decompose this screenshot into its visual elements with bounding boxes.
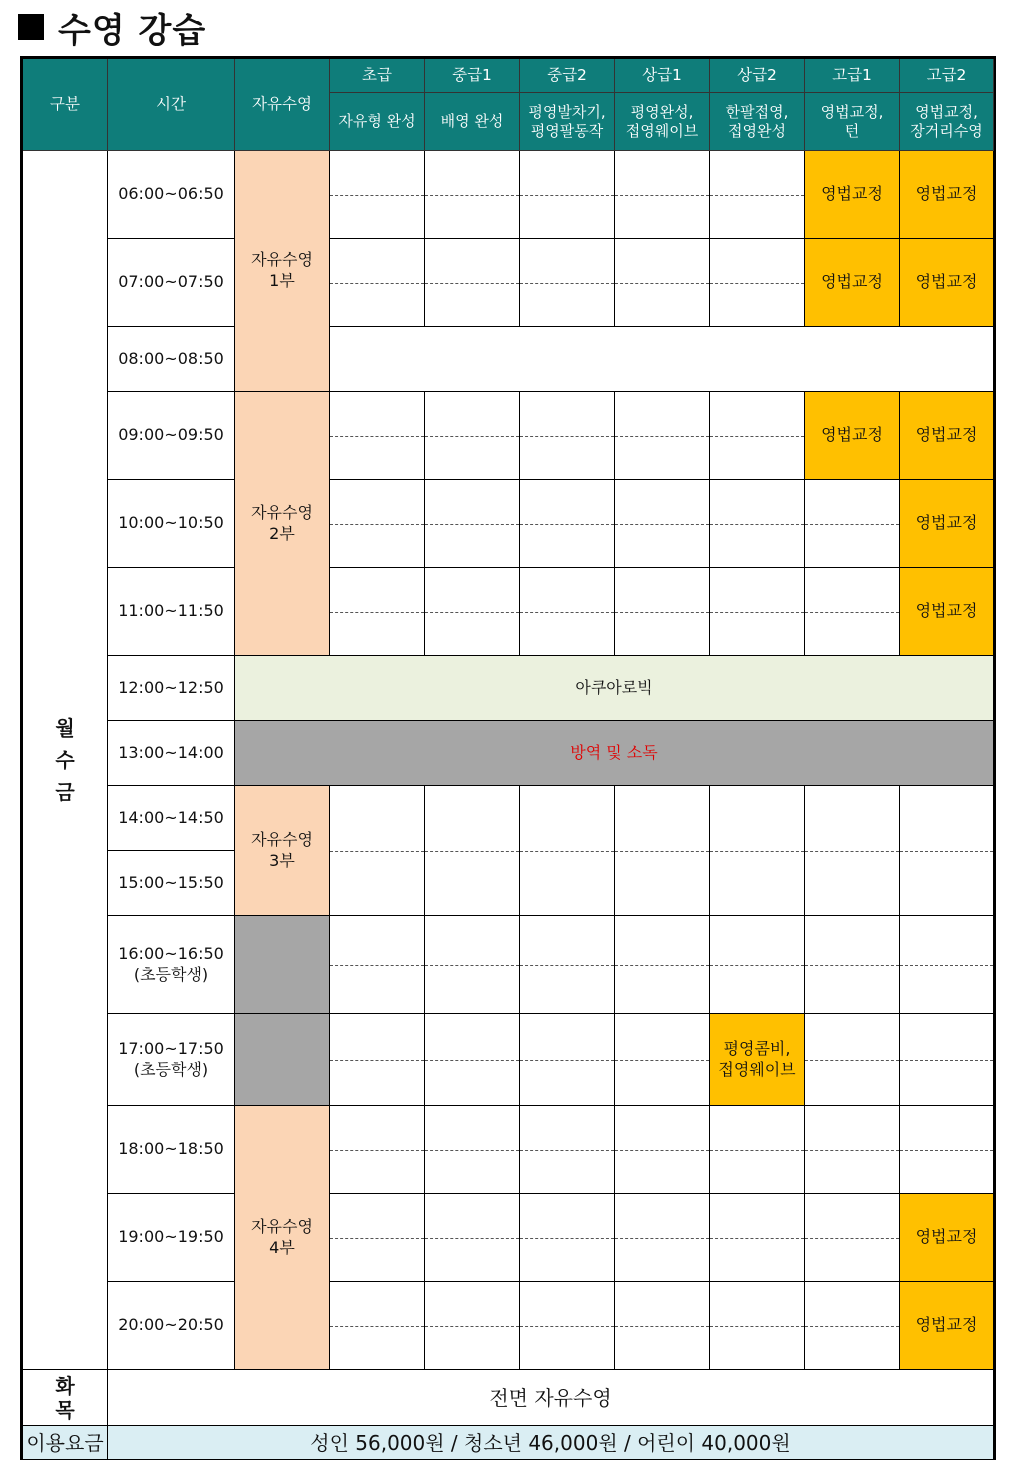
class-cell <box>805 1282 900 1370</box>
class-cell-correction: 영법교정 <box>900 151 994 239</box>
class-cell <box>805 1106 900 1194</box>
class-cell <box>425 1282 520 1370</box>
class-cell <box>615 239 710 327</box>
class-cell <box>520 1014 615 1106</box>
class-cell <box>615 568 710 656</box>
class-cell <box>330 1014 425 1106</box>
class-cell <box>425 916 520 1014</box>
class-cell <box>710 239 805 327</box>
class-cell <box>330 239 425 327</box>
class-cell <box>520 151 615 239</box>
class-cell <box>615 916 710 1014</box>
empty-slot <box>330 327 994 392</box>
header-level: 중급2 <box>520 59 615 93</box>
class-cell <box>710 1194 805 1282</box>
class-cell <box>330 1282 425 1370</box>
time-slot: 16:00~16:50 (초등학생) <box>108 916 235 1014</box>
tt-free-swim: 전면 자유수영 <box>108 1370 994 1426</box>
class-cell <box>520 916 615 1014</box>
header-level: 중급1 <box>425 59 520 93</box>
class-cell <box>710 1282 805 1370</box>
class-cell-correction: 영법교정 <box>805 392 900 480</box>
class-cell <box>520 1282 615 1370</box>
days-mwf-label: 월 수 금 <box>23 151 108 1370</box>
fee-text: 성인 56,000원 / 청소년 46,000원 / 어린이 40,000원 <box>108 1426 994 1460</box>
class-cell-correction: 영법교정 <box>900 239 994 327</box>
class-cell <box>615 392 710 480</box>
page-title <box>18 4 206 50</box>
header-level: 고급1 <box>805 59 900 93</box>
free-swim-session-4: 자유수영 4부 <box>235 1106 330 1370</box>
class-cell <box>330 568 425 656</box>
class-cell-combo: 평영콤비, 접영웨이브 <box>710 1014 805 1106</box>
class-cell-correction: 영법교정 <box>900 392 994 480</box>
class-cell <box>805 480 900 568</box>
time-slot: 07:00~07:50 <box>108 239 235 327</box>
time-slot: 19:00~19:50 <box>108 1194 235 1282</box>
time-slot: 17:00~17:50 (초등학생) <box>108 1014 235 1106</box>
class-cell <box>330 480 425 568</box>
class-cell <box>615 1014 710 1106</box>
class-cell <box>425 1106 520 1194</box>
time-slot: 11:00~11:50 <box>108 568 235 656</box>
header-goal: 배영 완성 <box>425 93 520 151</box>
class-cell <box>615 1106 710 1194</box>
free-swim-session-3: 자유수영 3부 <box>235 786 330 916</box>
time-slot: 12:00~12:50 <box>108 656 235 721</box>
class-cell <box>330 392 425 480</box>
class-cell <box>330 786 425 916</box>
class-cell <box>900 916 994 1014</box>
class-cell <box>425 1194 520 1282</box>
class-cell <box>425 392 520 480</box>
days-tt-label: 화 목 <box>23 1370 108 1426</box>
header-goal: 영법교정, 장거리수영 <box>900 93 994 151</box>
closed-cell <box>235 916 330 1014</box>
class-cell <box>425 480 520 568</box>
class-cell <box>520 568 615 656</box>
title-text: 수영 강습 <box>58 10 207 51</box>
class-cell <box>805 568 900 656</box>
closed-cell <box>235 1014 330 1106</box>
header-level: 고급2 <box>900 59 994 93</box>
free-swim-session-2: 자유수영 2부 <box>235 392 330 656</box>
time-slot: 09:00~09:50 <box>108 392 235 480</box>
black-square-icon <box>18 14 44 40</box>
class-cell <box>805 1014 900 1106</box>
class-cell <box>805 916 900 1014</box>
disinfection-cell: 방역 및 소독 <box>235 721 994 786</box>
class-cell <box>710 480 805 568</box>
class-cell <box>615 786 710 916</box>
class-cell <box>900 1106 994 1194</box>
header-category: 구분 <box>23 59 108 151</box>
class-cell <box>615 1194 710 1282</box>
header-time: 시간 <box>108 59 235 151</box>
aqua-aerobic-cell: 아쿠아로빅 <box>235 656 994 721</box>
class-cell <box>710 786 805 916</box>
class-cell <box>710 916 805 1014</box>
class-cell <box>900 1014 994 1106</box>
header-goal: 자유형 완성 <box>330 93 425 151</box>
class-cell <box>710 1106 805 1194</box>
header-goal: 한팔접영, 접영완성 <box>710 93 805 151</box>
class-cell <box>425 239 520 327</box>
class-cell <box>520 480 615 568</box>
header-goal: 영법교정, 턴 <box>805 93 900 151</box>
class-cell-correction: 영법교정 <box>900 480 994 568</box>
class-cell <box>520 1194 615 1282</box>
header-level: 초급 <box>330 59 425 93</box>
class-cell <box>805 1194 900 1282</box>
header-level: 상급2 <box>710 59 805 93</box>
class-cell <box>330 1106 425 1194</box>
class-cell <box>425 786 520 916</box>
time-slot: 13:00~14:00 <box>108 721 235 786</box>
class-cell <box>805 786 900 916</box>
schedule-table <box>20 56 996 1460</box>
class-cell <box>330 1194 425 1282</box>
class-cell-correction: 영법교정 <box>900 1194 994 1282</box>
class-cell <box>710 392 805 480</box>
class-cell-correction: 영법교정 <box>805 151 900 239</box>
class-cell <box>330 151 425 239</box>
class-cell <box>330 916 425 1014</box>
header-level: 상급1 <box>615 59 710 93</box>
class-cell <box>710 151 805 239</box>
class-cell <box>710 568 805 656</box>
class-cell-correction: 영법교정 <box>805 239 900 327</box>
class-cell <box>425 151 520 239</box>
class-cell <box>615 480 710 568</box>
class-cell <box>615 1282 710 1370</box>
class-cell <box>425 1014 520 1106</box>
class-cell <box>615 151 710 239</box>
class-cell <box>520 392 615 480</box>
class-cell <box>520 1106 615 1194</box>
class-cell <box>520 239 615 327</box>
class-cell <box>900 786 994 916</box>
time-slot: 08:00~08:50 <box>108 327 235 392</box>
time-slot: 10:00~10:50 <box>108 480 235 568</box>
fee-label: 이용요금 <box>23 1426 108 1460</box>
time-slot: 06:00~06:50 <box>108 151 235 239</box>
header-goal: 평영완성, 접영웨이브 <box>615 93 710 151</box>
class-cell-correction: 영법교정 <box>900 568 994 656</box>
time-slot: 15:00~15:50 <box>108 851 235 916</box>
class-cell-correction: 영법교정 <box>900 1282 994 1370</box>
time-slot: 20:00~20:50 <box>108 1282 235 1370</box>
header-free-swim: 자유수영 <box>235 59 330 151</box>
class-cell <box>520 786 615 916</box>
time-slot: 14:00~14:50 <box>108 786 235 851</box>
free-swim-session-1: 자유수영 1부 <box>235 151 330 392</box>
time-slot: 18:00~18:50 <box>108 1106 235 1194</box>
header-goal: 평영발차기, 평영팔동작 <box>520 93 615 151</box>
class-cell <box>425 568 520 656</box>
